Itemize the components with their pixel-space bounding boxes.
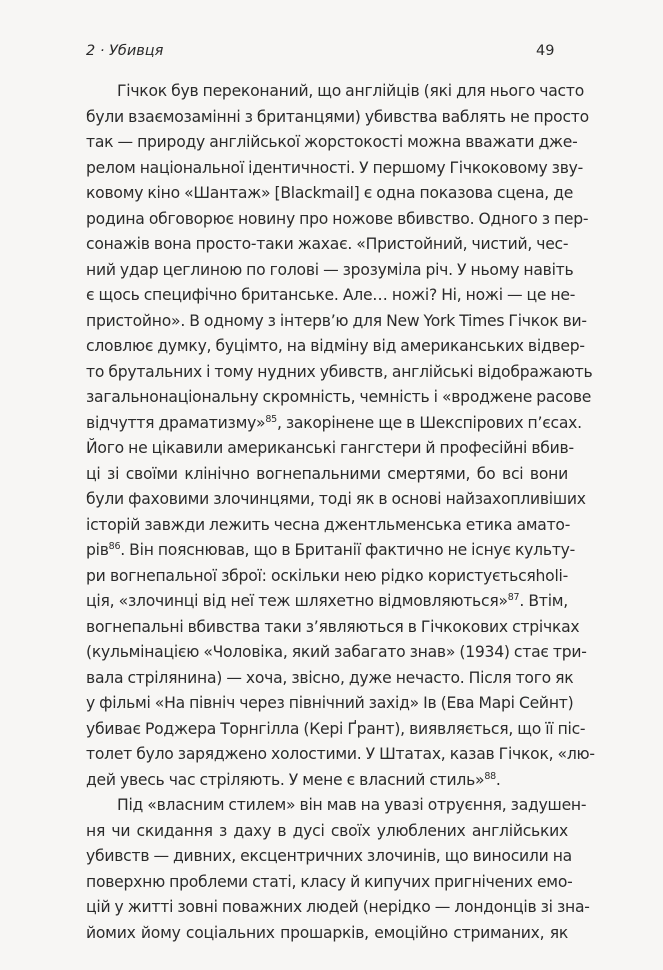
text-line [86, 844, 572, 870]
text-line [86, 309, 587, 335]
text-line-content: . [495, 770, 501, 789]
text-line [86, 513, 571, 539]
text-line [86, 666, 574, 692]
text-line [86, 258, 574, 284]
text-line [86, 538, 576, 564]
text-line [86, 691, 574, 717]
body-text [86, 79, 595, 946]
footnote-ref: 88 [484, 770, 496, 782]
text-line [86, 615, 580, 641]
text-line-content: вогнепальні вбивства таки з’являються в Гічкокових стрічках [86, 617, 580, 636]
text-line-content: . Він пояснював, що в Британії фактично не існує культу- [120, 541, 576, 559]
text-line-content: убивств — дивних, ексцентричних злочинів, що виносили на [86, 847, 572, 865]
text-line-content: були фаховими злочинцями, тоді як в основі найзахопливіших [86, 490, 586, 508]
text-line-content: ці зі своїми клінічно вогнепальними смертями, бо всі вони [86, 464, 568, 483]
text-line [86, 793, 587, 819]
text-line-content: ня чи скидання з даху в дусі своїх улюблених англійських [86, 821, 568, 840]
text-line-content: були взаємозамінні з британцями) убивства ваблять не просто [86, 107, 589, 126]
text-line-content: ний удар цеглиною по голові — зрозуміла річ. У ньому навіть [86, 260, 574, 279]
footnote-ref: 87 [507, 592, 520, 603]
text-line [86, 589, 568, 615]
text-line [86, 130, 578, 156]
text-line-content: рів [86, 541, 109, 559]
text-line [86, 768, 568, 794]
text-line-content: (кульмінацією «Чоловіка, який забагато знав» (1934) стає три- [86, 643, 587, 661]
page-number: 49 [536, 43, 555, 59]
text-line [86, 462, 568, 488]
text-line-content: у фільмі «На північ через північний захід» Ів (Ева Марі Сейнт) [86, 694, 574, 712]
text-line-content: Гічкок був переконаний, що англійців (які для нього часто [117, 82, 584, 100]
text-line-content: поверхню проблеми статі, класу й кипучих пригнічених емо- [86, 872, 573, 891]
text-line-content: ція, «злочинці від неї теж шляхетно відмовляються» [86, 592, 508, 610]
text-line [86, 105, 589, 131]
text-line-content: толет було заряджено холостими. У Штатах, казав Гічкок, «лю- [86, 745, 595, 763]
text-line-content: так — природу англійської жорстокості можна вважати дже- [86, 133, 578, 151]
text-line [86, 360, 593, 386]
footnote-ref: 86 [108, 541, 121, 552]
text-line [86, 385, 592, 411]
text-line [86, 742, 595, 768]
text-line [86, 436, 574, 462]
text-line [86, 181, 574, 207]
text-line [86, 283, 576, 309]
text-line [86, 819, 568, 845]
text-line-content: відчуття драматизму» [86, 413, 266, 432]
text-line-content: йомих йому соціальних прошарків, емоційно стриманих, як [86, 923, 568, 942]
footnote-ref: 85 [265, 413, 277, 425]
text-line-content: Під «власним стилем» він мав на увазі отруєння, задушен- [117, 796, 587, 814]
text-line-content: родина обговорює новину про ножове вбивство. Одного з пер- [86, 209, 589, 228]
text-line-content: , закорінене ще в Шекспірових п’єсах. [276, 413, 582, 432]
text-line [86, 564, 568, 590]
text-line-content: дей увесь час стріляють. У мене є власний стиль» [86, 770, 485, 789]
text-line [86, 411, 582, 437]
text-line-content: Його не цікавили американські гангстери й професійні вбив- [86, 439, 574, 457]
text-line [86, 232, 568, 258]
text-line-content: цій у житті зовні поважних людей (нерідко — лондонців зі зна- [86, 898, 590, 916]
text-line-content: пристойно». В одному з інтерв’ю для New York Times Гічкок ви- [86, 311, 587, 330]
text-line-content: загальнонаціональну скромність, чемність і «вроджене расове [86, 388, 592, 406]
text-line [86, 921, 568, 947]
text-line-content: сонажів вона просто-таки жахає. «Пристойний, чистий, чес- [86, 235, 569, 253]
text-line [86, 717, 586, 743]
text-line [86, 156, 584, 182]
text-line-content: словлює думку, буцімто, на відміну від американських відвер- [86, 337, 585, 355]
text-line-content: убиває Роджера Торнгілла (Кері Ґрант), виявляється, що її піс- [86, 719, 586, 738]
text-line-content: релом національної ідентичності. У першому Гічкоковому зву- [86, 158, 584, 177]
text-line-content: ри вогнепальної зброї: оскільки нею рідко користуєтьсяholi- [86, 566, 568, 585]
text-line [86, 207, 589, 233]
text-line-content: . Втім, [519, 592, 568, 610]
text-line [86, 640, 587, 666]
text-line-content: є щось специфічно британське. Але… ножі? Ні, ножі — це не- [86, 286, 576, 304]
text-line [86, 487, 586, 513]
text-line-content: вала стрілянина) — хоча, звісно, дуже нечасто. Після того як [86, 668, 574, 687]
text-line [86, 334, 585, 360]
text-line-content: історій завжди лежить чесна джентльменська етика амато- [86, 515, 571, 534]
text-line-content: то брутальних і тому нудних убивств, англійські відображають [86, 362, 593, 381]
text-line [86, 870, 573, 896]
running-head: 2 · Убивця [86, 43, 164, 59]
text-line [86, 895, 590, 921]
text-line-content: ковому кіно «Шантаж» [Blackmail] є одна показова сцена, де [86, 184, 574, 202]
text-line [86, 79, 584, 105]
